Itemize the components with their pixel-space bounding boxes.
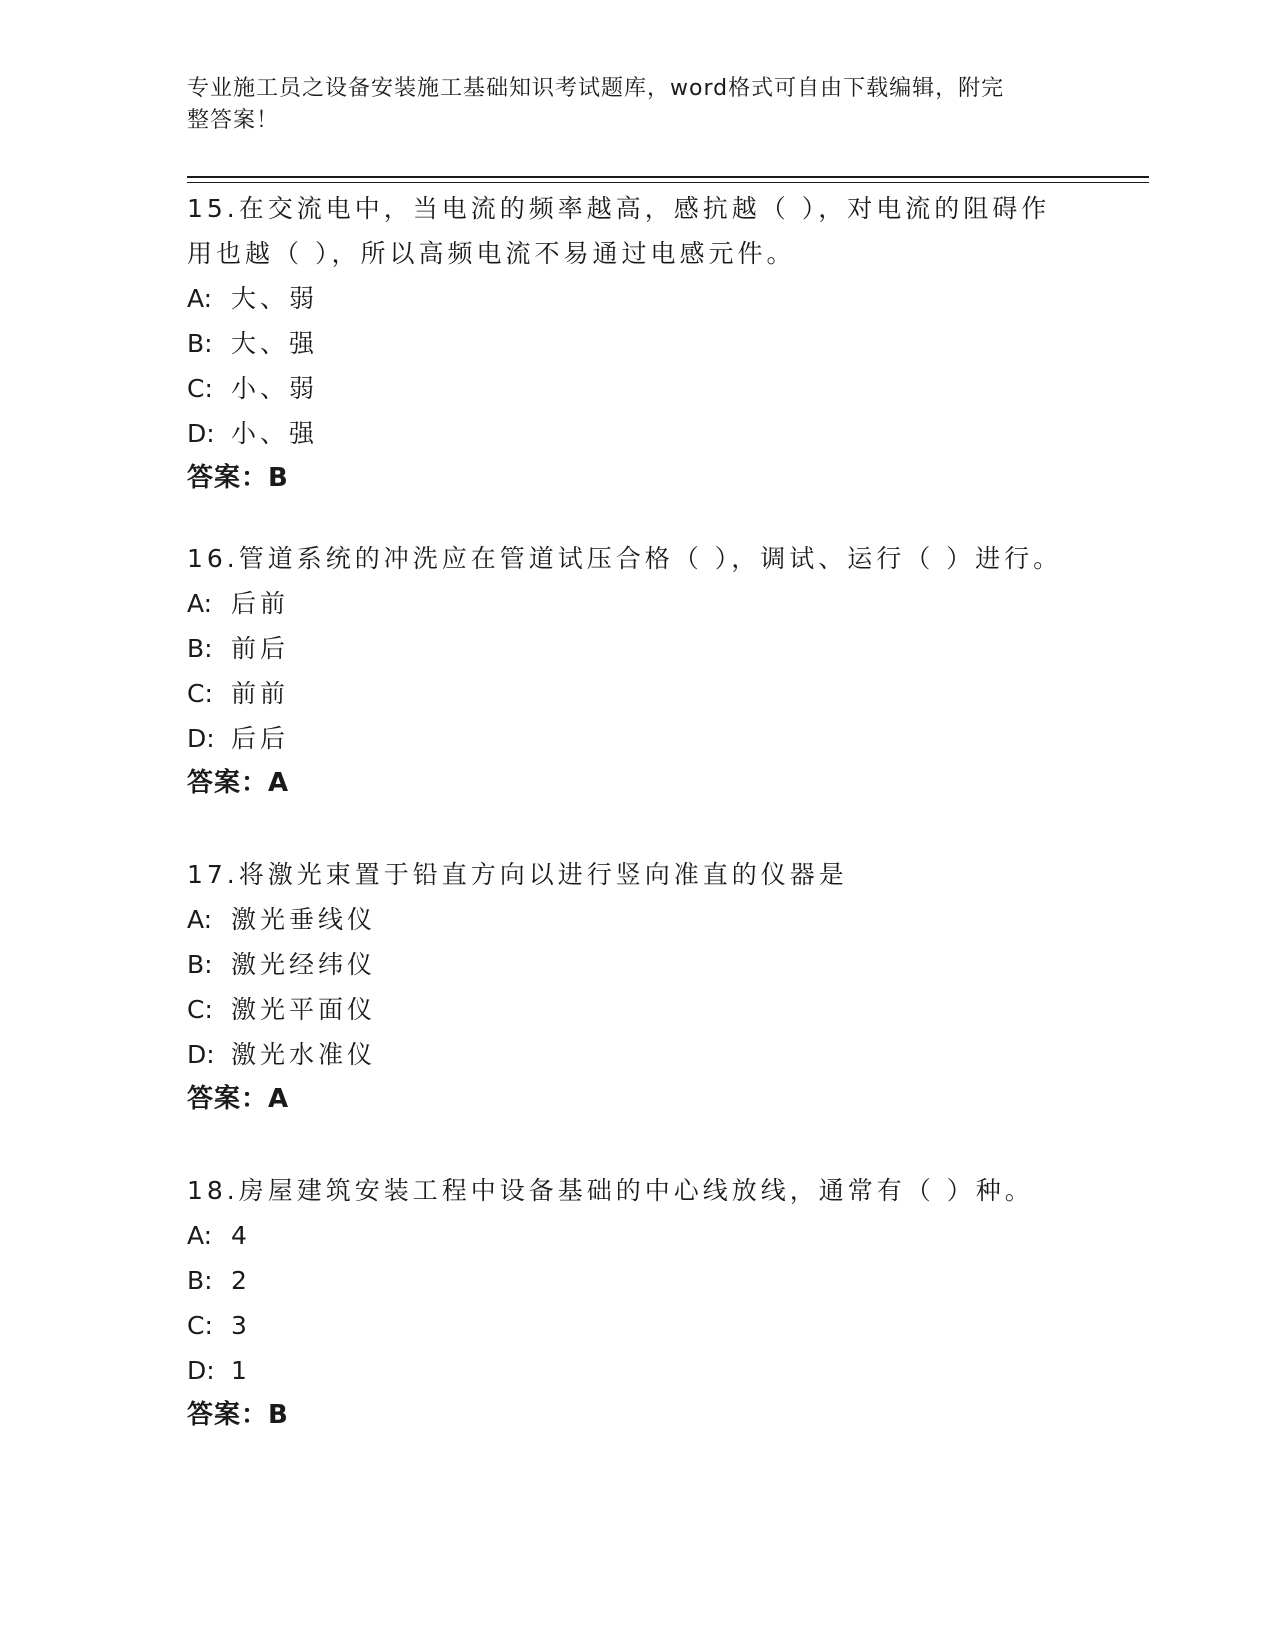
answer-label: 答案：B: [187, 1400, 289, 1430]
option-a: [187, 581, 1107, 626]
header-divider-thin: [187, 182, 1149, 183]
option-c: [187, 987, 1107, 1032]
header-divider-thick: [187, 176, 1149, 178]
option-text: 激光经纬仪: [231, 950, 377, 979]
option-c: [187, 366, 1107, 411]
option-text: 1: [231, 1356, 251, 1385]
answer-label: 答案：A: [187, 1084, 290, 1114]
header-line-1: 专业施工员之设备安装施工基础知识考试题库，word格式可自由下载编辑，附完: [187, 76, 1005, 101]
option-key: A:: [187, 284, 213, 313]
option-key: D:: [187, 1356, 215, 1385]
option-a: [187, 1213, 1107, 1258]
option-d: [187, 1032, 1107, 1077]
question-18: [187, 1168, 1107, 1438]
option-text: 小、强: [231, 419, 319, 448]
option-key: B:: [187, 329, 213, 358]
question-17: [187, 852, 1107, 1122]
question-text-line: 18.房屋建筑安装工程中设备基础的中心线放线，通常有（ ）种。: [187, 1176, 1034, 1205]
option-key: D:: [187, 1040, 215, 1069]
option-a: [187, 897, 1107, 942]
option-key: D:: [187, 419, 215, 448]
option-key: C:: [187, 995, 213, 1024]
header-line-2: 整答案！: [187, 108, 280, 133]
option-text: 后前: [231, 589, 290, 618]
option-text: 4: [231, 1221, 251, 1250]
option-b: [187, 942, 1107, 987]
option-text: 激光平面仪: [231, 995, 377, 1024]
question-text-line: 17.将激光束置于铅直方向以进行竖向准直的仪器是: [187, 860, 848, 889]
option-b: [187, 321, 1107, 366]
option-b: [187, 626, 1107, 671]
document-header: [187, 73, 1067, 137]
option-key: A:: [187, 905, 213, 934]
option-d: [187, 716, 1107, 761]
option-key: A:: [187, 589, 213, 618]
option-text: 前前: [231, 679, 290, 708]
option-d: [187, 411, 1107, 456]
question-16: [187, 536, 1107, 806]
answer-label: 答案：A: [187, 768, 290, 798]
option-text: 2: [231, 1266, 251, 1295]
option-key: C:: [187, 679, 213, 708]
option-key: C:: [187, 1311, 213, 1340]
option-text: 大、弱: [231, 284, 319, 313]
question-text-line: 15.在交流电中，当电流的频率越高，感抗越（ ），对电流的阻碍作: [187, 194, 1051, 223]
answer-label: 答案：B: [187, 463, 289, 493]
option-key: D:: [187, 724, 215, 753]
option-text: 前后: [231, 634, 290, 663]
option-text: 后后: [231, 724, 290, 753]
option-text: 大、强: [231, 329, 319, 358]
question-text-line: 用也越（ ），所以高频电流不易通过电感元件。: [187, 239, 796, 268]
option-c: [187, 1303, 1107, 1348]
option-key: B:: [187, 1266, 213, 1295]
option-key: A:: [187, 1221, 213, 1250]
option-text: 激光垂线仪: [231, 905, 377, 934]
option-b: [187, 1258, 1107, 1303]
option-key: B:: [187, 950, 213, 979]
option-key: C:: [187, 374, 213, 403]
option-d: [187, 1348, 1107, 1393]
option-text: 小、弱: [231, 374, 319, 403]
option-c: [187, 671, 1107, 716]
question-text-line: 16.管道系统的冲洗应在管道试压合格（ ），调试、运行（ ）进行。: [187, 544, 1063, 573]
option-a: [187, 276, 1107, 321]
option-text: 激光水准仪: [231, 1040, 377, 1069]
option-key: B:: [187, 634, 213, 663]
option-text: 3: [231, 1311, 251, 1340]
question-15: [187, 186, 1107, 501]
